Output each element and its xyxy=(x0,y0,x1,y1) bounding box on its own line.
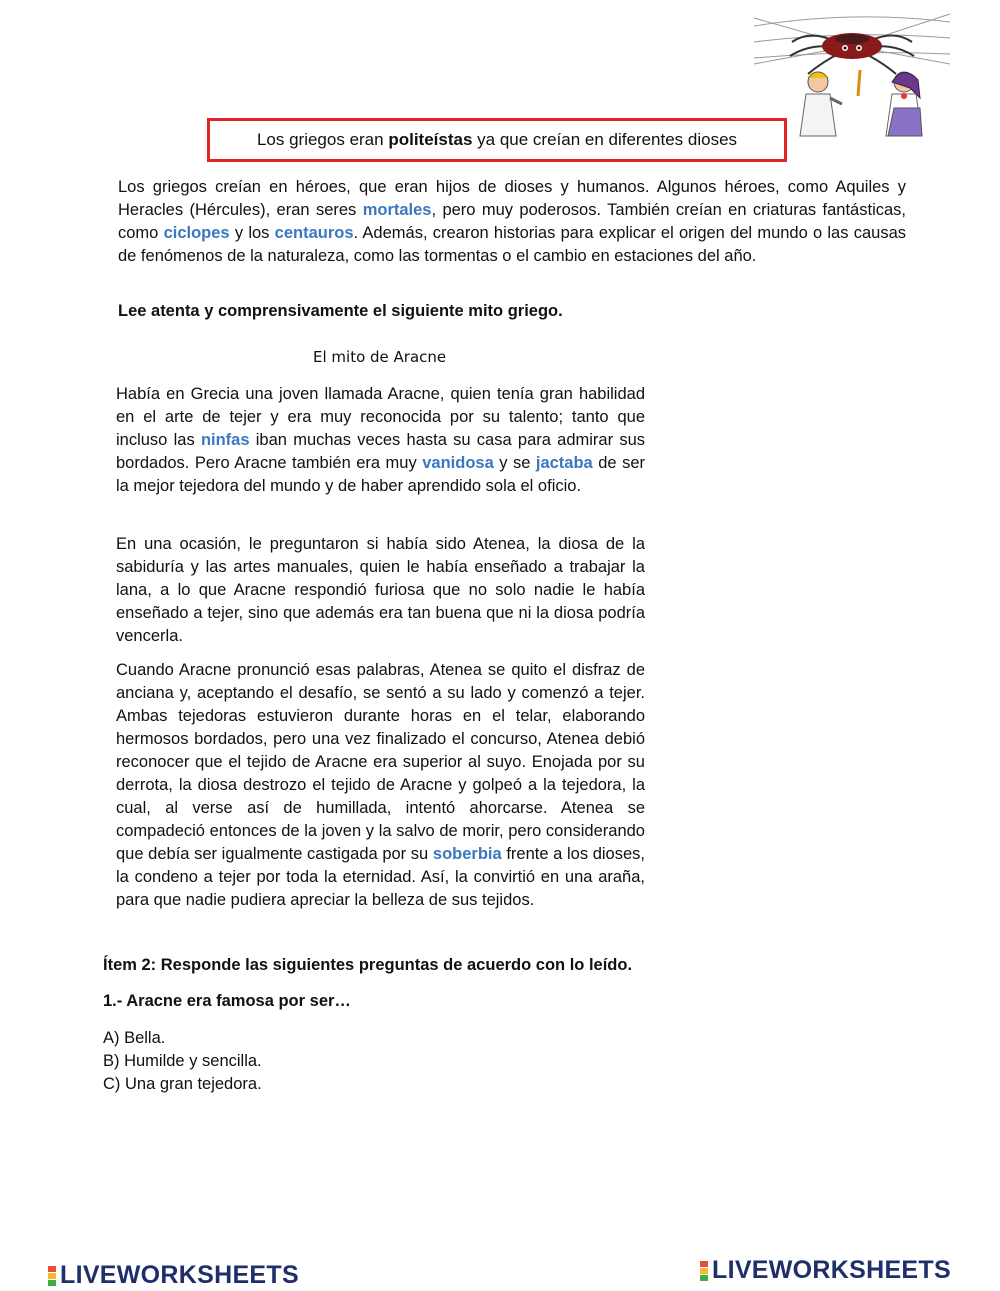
myth-paragraph-2: En una ocasión, le preguntaron si había sido Atenea, la diosa de la sabiduría y las artes manuales, quien le había enseñado a trabajar la lana, a lo que Aracne respondió furiosa que no solo nadie le había enseñado a tejer, sino que además era tan buena que ni la diosa podría vencerla. xyxy=(116,535,645,645)
intro-text: y los xyxy=(229,224,275,242)
highlight-jactaba: jactaba xyxy=(535,454,593,472)
question-1: 1.- Aracne era famosa por ser… xyxy=(103,992,351,1010)
paragraph-text: Había en Grecia una joven llamada Aracne, quien tenía gran habilidad en el arte de tejer y era muy reconocida por su talento; tanto que incluso las xyxy=(116,385,645,449)
highlight-centauros: centauros xyxy=(274,224,354,242)
brand-text: LIVEWORKSHEETS xyxy=(712,1256,951,1284)
myth-title: El mito de Aracne xyxy=(313,348,447,366)
myth-paragraph-1 xyxy=(116,383,645,498)
liveworksheets-logo-left xyxy=(48,1261,299,1290)
liveworksheets-blocks-icon xyxy=(48,1266,56,1286)
paragraph-text: iban muchas veces hasta su casa para admirar sus bordados. Pero Aracne también era muy xyxy=(116,431,646,472)
liveworksheets-blocks-icon xyxy=(700,1261,708,1281)
athena-figure-icon xyxy=(800,72,842,136)
intro-text: , pero muy poderosos. También creían en criaturas fantásticas, como xyxy=(118,201,906,242)
title-text-before: Los griegos eran xyxy=(256,130,389,149)
myth-paragraph-3 xyxy=(116,659,645,912)
option-a[interactable]: A) Bella. xyxy=(103,1029,166,1047)
paragraph-text: y se xyxy=(493,454,536,472)
paragraph-text: frente a los dioses, la condeno a tejer por toda la eternidad. Así, la convirtió en una araña, para que nadie pudiera apreciar la belleza de sus tejidos. xyxy=(116,845,645,909)
highlight-vanidosa: vanidosa xyxy=(422,454,494,472)
answer-options xyxy=(103,1027,262,1096)
aracne-figure-icon xyxy=(886,72,922,136)
intro-paragraph xyxy=(118,176,906,268)
reading-instruction: Lee atenta y comprensivamente el siguiente mito griego. xyxy=(118,302,563,320)
option-b[interactable]: B) Humilde y sencilla. xyxy=(103,1052,262,1070)
highlight-ciclopes: ciclopes xyxy=(163,224,230,242)
title-text-after: ya que creían en diferentes dioses xyxy=(472,130,738,149)
brand-text: LIVEWORKSHEETS xyxy=(60,1261,299,1289)
item-2-heading: Ítem 2: Responde las siguientes preguntas de acuerdo con lo leído. xyxy=(103,956,633,974)
highlight-mortales: mortales xyxy=(362,201,432,219)
liveworksheets-logo-right xyxy=(700,1256,951,1285)
option-c[interactable]: C) Una gran tejedora. xyxy=(103,1075,262,1093)
intro-text: . Además, crearon historias para explicar el origen del mundo o las causas de fenómenos de la naturaleza, como las tormentas o el cambio en estaciones del año. xyxy=(118,224,906,265)
paragraph-text: de ser la mejor tejedora del mundo y de haber aprendido sola el oficio. xyxy=(116,454,645,495)
intro-text: Los griegos creían en héroes, que eran hijos de dioses y humanos. Algunos héroes, como Aquiles y Heracles (Hércules), eran seres xyxy=(118,178,906,219)
title-text-bold: politeístas xyxy=(388,130,473,149)
highlight-soberbia: soberbia xyxy=(432,845,502,863)
paragraph-text: Cuando Aracne pronunció esas palabras, Atenea se quito el disfraz de anciana y, aceptando el desafío, se sentó a su lado y comenzó a tejer. Ambas tejedoras estuvieron durante horas en el telar, elaborando hermosos bordados, pero una vez finalizado el concurso, Atenea debió reconocer que el tejido de Aracne era superior al suyo. Enojada por su derrota, la diosa destrozo el tejido de Aracne y golpeó a la tejedora, la cual, al verse así de humillada, intentó ahorcarse. Atenea se compadeció entonces de la joven y la salvo de morir, pero considerando que debía ser igualmente castigada por su xyxy=(116,661,645,863)
spindle-icon xyxy=(858,70,860,96)
highlight-ninfas: ninfas xyxy=(200,431,250,449)
title-box xyxy=(207,118,787,162)
